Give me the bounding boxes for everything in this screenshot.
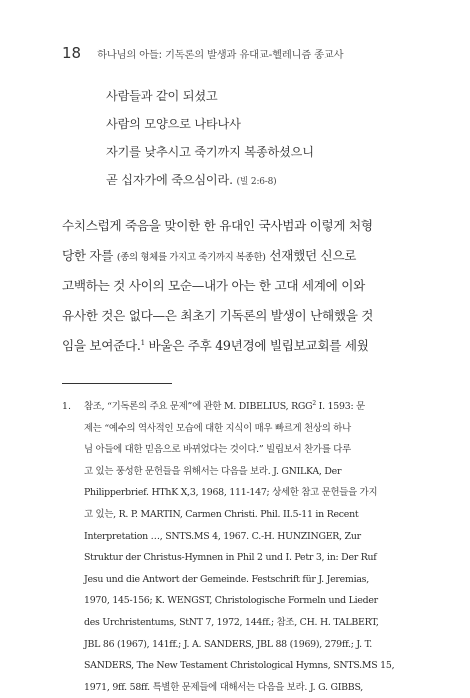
body-line: 수치스럽게 죽음을 맞이한 한 유대인 국사범과 이렇게 처형 — [62, 218, 373, 233]
footnote-line: SANDERS, The New Testament Christological Hymns, SNTS.MS 15, — [84, 660, 395, 672]
footnote-line: des Urchristentums, StNT 7, 1972, 144ff.; 참조, CH. H. TALBERT, — [84, 616, 379, 628]
footnote-text-span: I. 1593: 문 — [315, 401, 365, 412]
verse-line: 자기를 낮추시고 죽기까지 복종하셨으니 — [106, 145, 314, 159]
footnote-line: 님 아들에 대한 믿음으로 바뀌었다는 것이다.” 빌립보서 찬가를 다루 — [84, 444, 351, 456]
footnote-line: 고 있는 풍성한 문헌들을 위해서는 다음을 보라. J. GNILKA, Der — [84, 465, 342, 477]
footnote-line: Jesu und die Antwort der Gemeinde. Festschrift für J. Jeremias, — [84, 573, 369, 585]
footnote-line: 1971, 9ff. 58ff. 특별한 문제들에 대해서는 다음을 보라. J. G. GIBBS, — [84, 681, 364, 693]
footnote-line: Interpretation …, SNTS.MS 4, 1967. C.-H. HUNZINGER, Zur — [84, 530, 361, 542]
verse-reference: (빌 2:6-8) — [236, 177, 277, 187]
verse-line: 사람들과 같이 되셨고 — [106, 89, 218, 103]
footnote-line — [84, 396, 406, 418]
page-header — [62, 44, 422, 62]
footnote-text-span: 참조, “기독론의 주요 문제”에 관한 M. DIBELIUS, RGG — [84, 401, 313, 412]
footnote-separator — [62, 383, 172, 384]
body-text-span: 당한 자를 — [62, 248, 117, 263]
page-number: 18 — [62, 44, 82, 62]
footnote-line: 고 있는, R. P. MARTIN, Carmen Christi. Phil. II.5-11 in Recent — [84, 508, 359, 520]
parenthetical-note: (종의 형체를 가지고 죽기까지 복종한) — [116, 252, 266, 263]
body-paragraph — [62, 211, 404, 361]
body-line: 고백하는 것 사이의 모순—내가 아는 한 고대 세계에 이와 — [62, 278, 365, 293]
footnote-line: Struktur der Christus-Hymnen in Phil 2 und I. Petr 3, in: Der Ruf — [84, 552, 377, 564]
footnote-body — [84, 396, 406, 698]
footnote-marker: 1 — [140, 339, 145, 347]
verse-line: 사람의 모양으로 나타나사 — [106, 117, 241, 131]
verse-line-last — [106, 166, 314, 196]
edition-superscript: 2 — [312, 400, 316, 407]
body-line: 유사한 것은 없다—은 최초기 기독론의 발생이 난해했을 것 — [62, 308, 374, 323]
body-text-span: 임을 보여준다. — [62, 338, 141, 353]
body-line — [62, 331, 404, 361]
footnote-line: 제는 “예수의 역사적인 모습에 대한 지식이 매우 빠르게 천상의 하나 — [84, 422, 351, 434]
running-title: 하나님의 아들: 기독론의 발생과 유대교-헬레니즘 종교사 — [97, 49, 344, 61]
block-quote-verse — [106, 82, 314, 196]
body-text-span: 선재했던 신으로 — [265, 248, 357, 263]
footnote — [62, 396, 406, 698]
body-line — [62, 241, 404, 271]
footnote-number: 1. — [62, 401, 71, 412]
footnote-line: 1970, 145-156; K. WENGST, Christologische Formeln und Lieder — [84, 595, 378, 607]
body-text-span: 바울은 주후 49년경에 빌립보교회를 세웠 — [144, 338, 369, 353]
verse-line-text: 곧 십자가에 죽으심이라. — [106, 173, 233, 187]
footnote-line: JBL 86 (1967), 141ff.; J. A. SANDERS, JBL 88 (1969), 279ff.; J. T. — [84, 638, 372, 650]
footnote-line: Philipperbrief. HThK X,3, 1968, 111-147; 상세한 참고 문헌들을 가지 — [84, 487, 378, 499]
